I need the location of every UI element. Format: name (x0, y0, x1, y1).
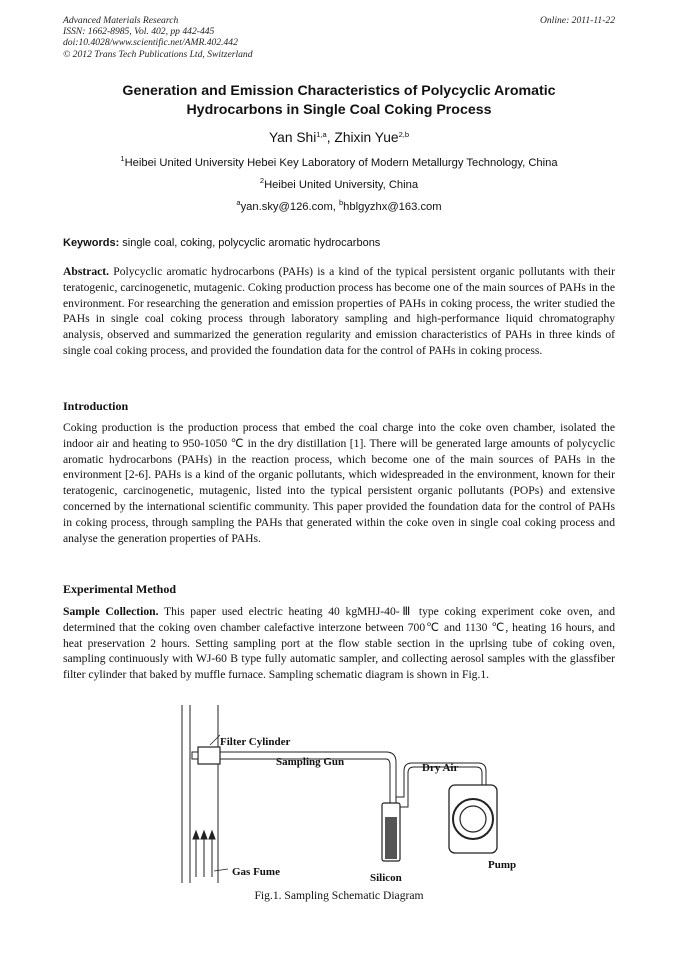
abstract (63, 264, 615, 359)
label-gas-fume: Gas Fume (232, 866, 280, 878)
sample-collection-text: This paper used electric heating 40 kgMHJ-40-Ⅲ type coking experiment coke oven, and determined that the coking oven chamber calefactive interzone between 700℃ and 1130 ℃, heating 16 hours, and heat preservation 2 hours. Setting sampling port at the flow stable section in the uprlsing tube of coking oven, sampling continuously with WJ-60 B type fully automatic sampler, and collecting aerosol samples with the glassfiber filter cylinder that baked by muffle furnace. Sampling schematic diagram is shown in Fig.1. (63, 605, 615, 682)
introduction-heading: Introduction (63, 399, 129, 413)
label-pump: Pump (488, 859, 517, 871)
introduction-text: Coking production is the production process that embed the coal charge into the coke oven chamber, isolated the indoor air and heating to 950-1050 ℃ in the dry distillation [1]. There will be generated large amounts of polycyclic aromatic hydrocarbons (PAHs) in the reaction process, which become one of the main sources of PAHs in the environment [2-6]. PAHs is a kind of the organic pollutants, which widespreaded in the environment, known for their teratogenic, carcinogenetic, mutagenic, listed into the typical persistent organic pollutants (POPs) and extensive concerned by the international scientific community. This paper provided the foundation data for the control of PAHs in coking process, through sampling the PAHs that generated within the coke oven in single coal coking process and analyse the generation properties of PAHs. (63, 421, 615, 545)
title-line-2: Hydrocarbons in Single Coal Coking Process (186, 102, 492, 118)
keywords-text: single coal, coking, polycyclic aromatic hydrocarbons (119, 237, 381, 249)
doi-line: doi:10.4028/www.scientific.net/AMR.402.442 (63, 37, 238, 49)
online-date: Online: 2011-11-22 (539, 15, 615, 26)
keywords-label: Keywords: (63, 237, 120, 249)
label-filter-cylinder: Filter Cylinder (220, 736, 291, 748)
abstract-label: Abstract. (63, 265, 110, 278)
email-b: hblgyzhx@163.com (343, 201, 442, 213)
figure-caption: Fig.1. Sampling Schematic Diagram (254, 889, 424, 902)
affiliation-2 (63, 178, 615, 192)
gas-arrowhead-1 (193, 831, 199, 839)
issn-line: ISSN: 1662-8985, Vol. 402, pp 442-445 (63, 26, 215, 38)
sampling-schematic-figure (170, 705, 530, 885)
gas-arrowhead-3 (209, 831, 215, 839)
silicon-packing (385, 817, 397, 859)
title-line-1: Generation and Emission Characteristics of Polycyclic Aromatic (122, 83, 556, 99)
pump-rotor-inner (460, 806, 486, 832)
affiliation-2-superscript: 2 (259, 176, 265, 185)
paper-title (63, 82, 615, 120)
author-1-superscript: 1,a (316, 130, 327, 139)
affiliation-1-text: Heibei United University Hebei Key Laboratory of Modern Metallurgy Technology, China (124, 157, 558, 169)
gas-arrowhead-2 (201, 831, 207, 839)
gas-fume-leader (214, 869, 228, 871)
filter-cap (192, 752, 198, 759)
author-list (63, 129, 615, 147)
author-2: Zhixin Yue (334, 130, 399, 145)
method-paragraph (63, 604, 615, 683)
gas-flow-arrows (193, 831, 215, 877)
journal-name: Advanced Materials Research (63, 15, 179, 26)
sample-collection-label: Sample Collection. (63, 605, 159, 618)
author-1: Yan Shi (268, 130, 317, 145)
schematic-diagram (170, 705, 530, 885)
label-silicon: Silicon (370, 872, 402, 884)
email-a-superscript: a (236, 198, 241, 207)
label-dry-air: Dry Air (422, 762, 459, 774)
affiliation-2-text: Heibei United University, China (264, 179, 419, 191)
method-heading: Experimental Method (63, 582, 176, 596)
author-2-superscript: 2,b (398, 130, 410, 139)
email-b-superscript: b (339, 198, 344, 207)
label-sampling-gun: Sampling Gun (276, 756, 345, 768)
email-line (63, 200, 615, 214)
journal-header (63, 15, 615, 60)
filter-cylinder (198, 747, 220, 764)
affiliation-1-superscript: 1 (120, 154, 125, 163)
email-a: yan.sky@126.com, (240, 201, 339, 213)
author-separator: , (326, 130, 335, 145)
keywords (63, 236, 615, 250)
abstract-text: Polycyclic aromatic hydrocarbons (PAHs) is a kind of the typical persistent organic pollutants with their teratogenic, carcinogenetic, mutagenic. Coking production process has become one of the main sources of PAHs in the environment. For researching the generation and emission properties of PAHs in coking process, the writer studied the PAHs in single coal coking process through laboratory sampling and high-performance liquid chromatography analysis, observed and summarized the generation regularity and emission characteristics of PAHs in three kinds of single coal coking process, and provided the foundation data for the control of PAHs in coking process. (63, 265, 615, 357)
copyright-line: © 2012 Trans Tech Publications Ltd, Switzerland (63, 48, 253, 60)
affiliation-1 (63, 156, 615, 170)
